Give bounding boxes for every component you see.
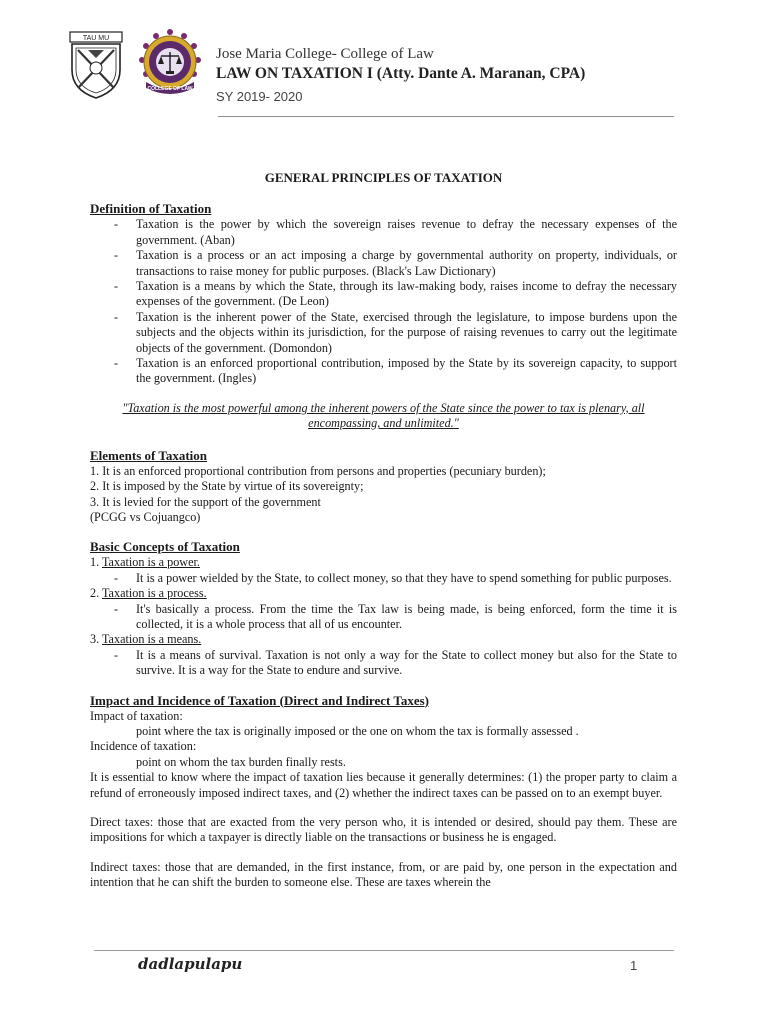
jose-maria-college-seal-logo bbox=[136, 26, 204, 98]
page-number: 1 bbox=[630, 958, 638, 973]
course-title: LAW ON TAXATION I (Atty. Dante A. Maranan, CPA) bbox=[216, 65, 586, 82]
document-body bbox=[90, 170, 677, 891]
college-name: Jose Maria College- College of Law bbox=[216, 46, 434, 62]
concept-title: 1. Taxation is a power. bbox=[90, 555, 200, 570]
list-item: - Taxation is the inherent power of the State, exercised through the legislature, to impose burdens upon the subjects and the objects within its jurisdiction, for the purpose of raising revenues to carry out the legitimate objects of the government. (Domondon) bbox=[90, 310, 677, 356]
header-divider bbox=[218, 116, 674, 117]
list-item: - Taxation is the power by which the sovereign raises revenue to defray the necessary expenses of the government. (Aban) bbox=[90, 217, 677, 248]
indirect-taxes-paragraph: Indirect taxes: those that are demanded, in the first instance, from, or are paid by, one person in the expectation and intention that he can shift the burden to someone else. These are taxes wherein the bbox=[90, 859, 677, 890]
page-title: GENERAL PRINCIPLES OF TAXATION bbox=[264, 170, 503, 185]
footer-divider bbox=[94, 950, 674, 951]
list-item: - Taxation is a process or an act imposing a charge by governmental authority on property, individuals, or transactions to raise money for public purposes. (Black's Law Dictionary) bbox=[90, 248, 677, 279]
incidence-definition: point on whom the tax burden finally rests. bbox=[136, 754, 346, 769]
element-line: 2. It is imposed by the State by virtue of its sovereignty; bbox=[90, 479, 364, 494]
element-citation: (PCGG vs Cojuangco) bbox=[90, 509, 201, 524]
direct-taxes-paragraph: Direct taxes: those that are exacted from the very person who, it is intended or desired, should pay them. These are impositions for which a taxpayer is directly liable on the transactions or business he is engaged. bbox=[90, 815, 677, 845]
list-item: - Taxation is a means by which the State, through its law-making body, raises income to defray the necessary expenses of the government. (De Leon) bbox=[90, 279, 677, 310]
impact-definition: point where the tax is originally imposed or the one on whom the tax is formally assessed . bbox=[136, 723, 579, 738]
tau-mu-shield-logo bbox=[66, 30, 126, 100]
concept-desc: - It is a power wielded by the State, to collect money, so that they have to spend something for public purposes. bbox=[90, 571, 677, 586]
definition-list bbox=[90, 217, 677, 386]
concept-desc: - It is a means of survival. Taxation is not only a way for the State to collect money but also for the State to survive. It is a way for the State to endure and survive. bbox=[90, 648, 677, 679]
logo2-text: COLLEGE OF LAW bbox=[147, 86, 193, 92]
taxation-quote: "Taxation is the most powerful among the inherent powers of the State since the power to tax is plenary, all encompassing, and unlimited." bbox=[122, 400, 645, 431]
elements-heading: Elements of Taxation bbox=[90, 447, 208, 463]
impact-label: Impact of taxation: bbox=[90, 708, 183, 723]
concept-title: 3. Taxation is a means. bbox=[90, 632, 202, 647]
incidence-label: Incidence of taxation: bbox=[90, 739, 197, 754]
element-line: 3. It is levied for the support of the government bbox=[90, 494, 321, 509]
concept-desc: - It's basically a process. From the time the Tax law is being made, is being enforced, form the time it is collected, it is a whole process that all of us encounter. bbox=[90, 602, 677, 633]
concept-title: 2. Taxation is a process. bbox=[90, 586, 207, 601]
author-signature: dadlapulapu bbox=[138, 955, 243, 973]
document-header bbox=[216, 44, 585, 108]
logo1-text: TAU MU bbox=[82, 35, 110, 42]
element-line: 1. It is an enforced proportional contribution from persons and properties (pecuniary burden); bbox=[90, 463, 546, 478]
definition-heading: Definition of Taxation bbox=[90, 201, 212, 217]
basic-concepts-heading: Basic Concepts of Taxation bbox=[90, 539, 240, 555]
impact-paragraph: It is essential to know where the impact of taxation lies because it generally determines: (1) the proper party to claim a refund of erroneously imposed indirect taxes, and (2) whether the indirect taxes can be passed on to an exempt buyer. bbox=[90, 770, 677, 800]
impact-heading: Impact and Incidence of Taxation (Direct and Indirect Taxes) bbox=[90, 692, 429, 708]
list-item: - Taxation is an enforced proportional contribution, imposed by the State by its sovereign capacity, to support the government. (Ingles) bbox=[90, 356, 677, 387]
school-year: SY 2019- 2020 bbox=[216, 89, 303, 104]
